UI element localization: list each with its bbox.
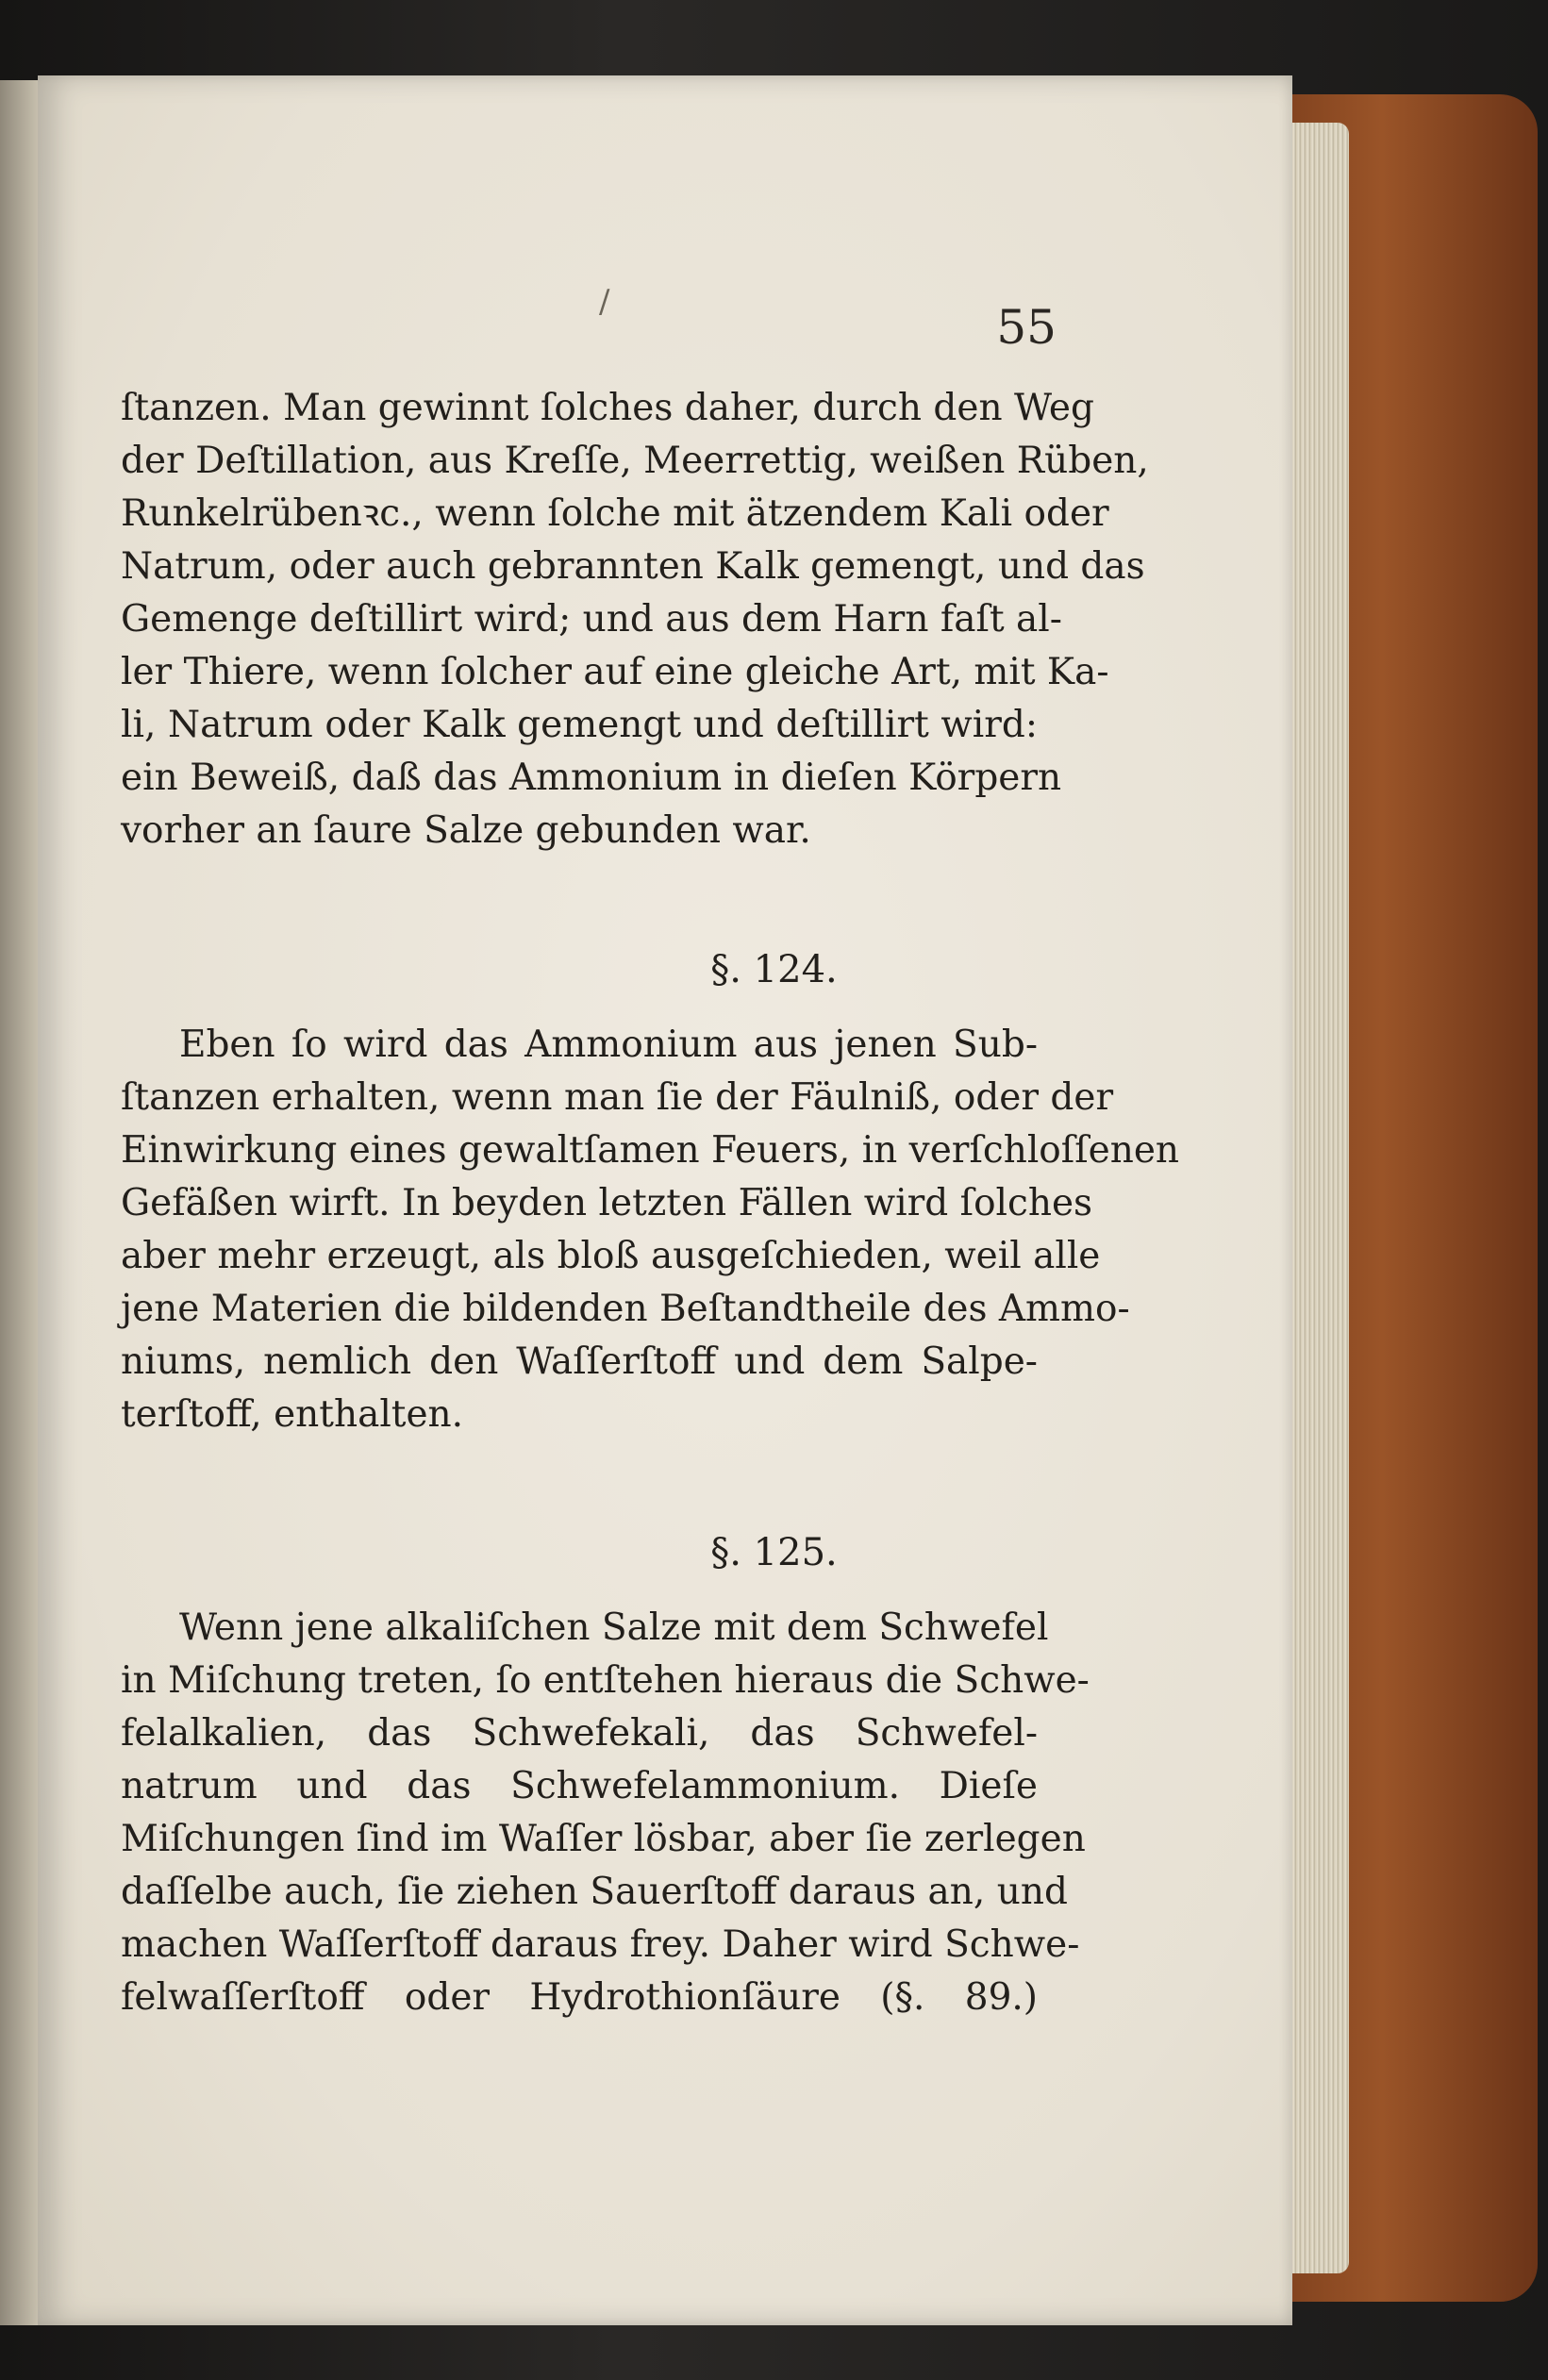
- text-line: ler Thiere, wenn ſolcher auf eine gleiche Art, mit Ka-: [121, 651, 1109, 693]
- text-line: Natrum, oder auch gebrannten Kalk gemengt, und das: [121, 545, 1145, 588]
- text-line: vorher an ſaure Salze gebunden war.: [121, 809, 811, 852]
- stray-mark: /: [599, 283, 610, 321]
- text-line: der Deſtillation, aus Kreſſe, Meerrettig, weißen Rüben,: [121, 440, 1149, 482]
- text-line: Gemenge deſtillirt wird; und aus dem Harn faſt al-: [121, 598, 1062, 641]
- text-line: ſtanzen. Man gewinnt ſolches daher, durch den Weg: [121, 387, 1094, 429]
- text-line: jene Materien die bildenden Beſtandtheile des Ammo-: [121, 1288, 1130, 1330]
- text-line: daſſelbe auch, ſie ziehen Sauerſtoff daraus an, und: [121, 1871, 1068, 1913]
- left-page-edge: [0, 80, 40, 2325]
- text-line: Eben ſo wird das Ammonium aus jenen Sub-: [179, 1024, 1038, 1066]
- text-line: terſtoff, enthalten.: [121, 1393, 464, 1436]
- text-line: Runkelrübenꝛc., wenn ſolche mit ätzendem Kali oder: [121, 492, 1109, 535]
- text-line: Einwirkung eines gewaltſamen Feuers, in verſchloſſenen: [121, 1129, 1180, 1172]
- text-line: li, Natrum oder Kalk gemengt und deſtillirt wird:: [121, 704, 1038, 746]
- page-number: 55: [996, 300, 1057, 355]
- text-line: in Miſchung treten, ſo entſtehen hieraus die Schwe-: [121, 1659, 1090, 1702]
- text-line: felalkalien, das Schwefekali, das Schwefel-: [121, 1712, 1038, 1755]
- text-line: Miſchungen ſind im Waſſer lösbar, aber ſie zerlegen: [121, 1818, 1086, 1860]
- text-line: felwaſſerſtoff oder Hydrothionſäure (§. 89.): [121, 1976, 1038, 2019]
- text-line: ein Beweiß, daß das Ammonium in dieſen Körpern: [121, 757, 1062, 799]
- text-line: Gefäßen wirft. In beyden letzten Fällen wird ſolches: [121, 1182, 1093, 1224]
- section-heading-125: §. 125.: [710, 1531, 838, 1574]
- text-line: machen Waſſerſtoff daraus frey. Daher wird Schwe-: [121, 1923, 1080, 1966]
- text-line: natrum und das Schwefelammonium. Dieſe: [121, 1765, 1038, 1807]
- text-line: Wenn jene alkaliſchen Salze mit dem Schwefel: [179, 1606, 1049, 1649]
- text-line: niums, nemlich den Waſſerſtoff und dem Salpe-: [121, 1340, 1038, 1383]
- section-heading-124: §. 124.: [710, 948, 838, 991]
- text-line: ſtanzen erhalten, wenn man ſie der Fäulniß, oder der: [121, 1076, 1114, 1119]
- text-line: aber mehr erzeugt, als bloß ausgeſchieden, weil alle: [121, 1235, 1101, 1277]
